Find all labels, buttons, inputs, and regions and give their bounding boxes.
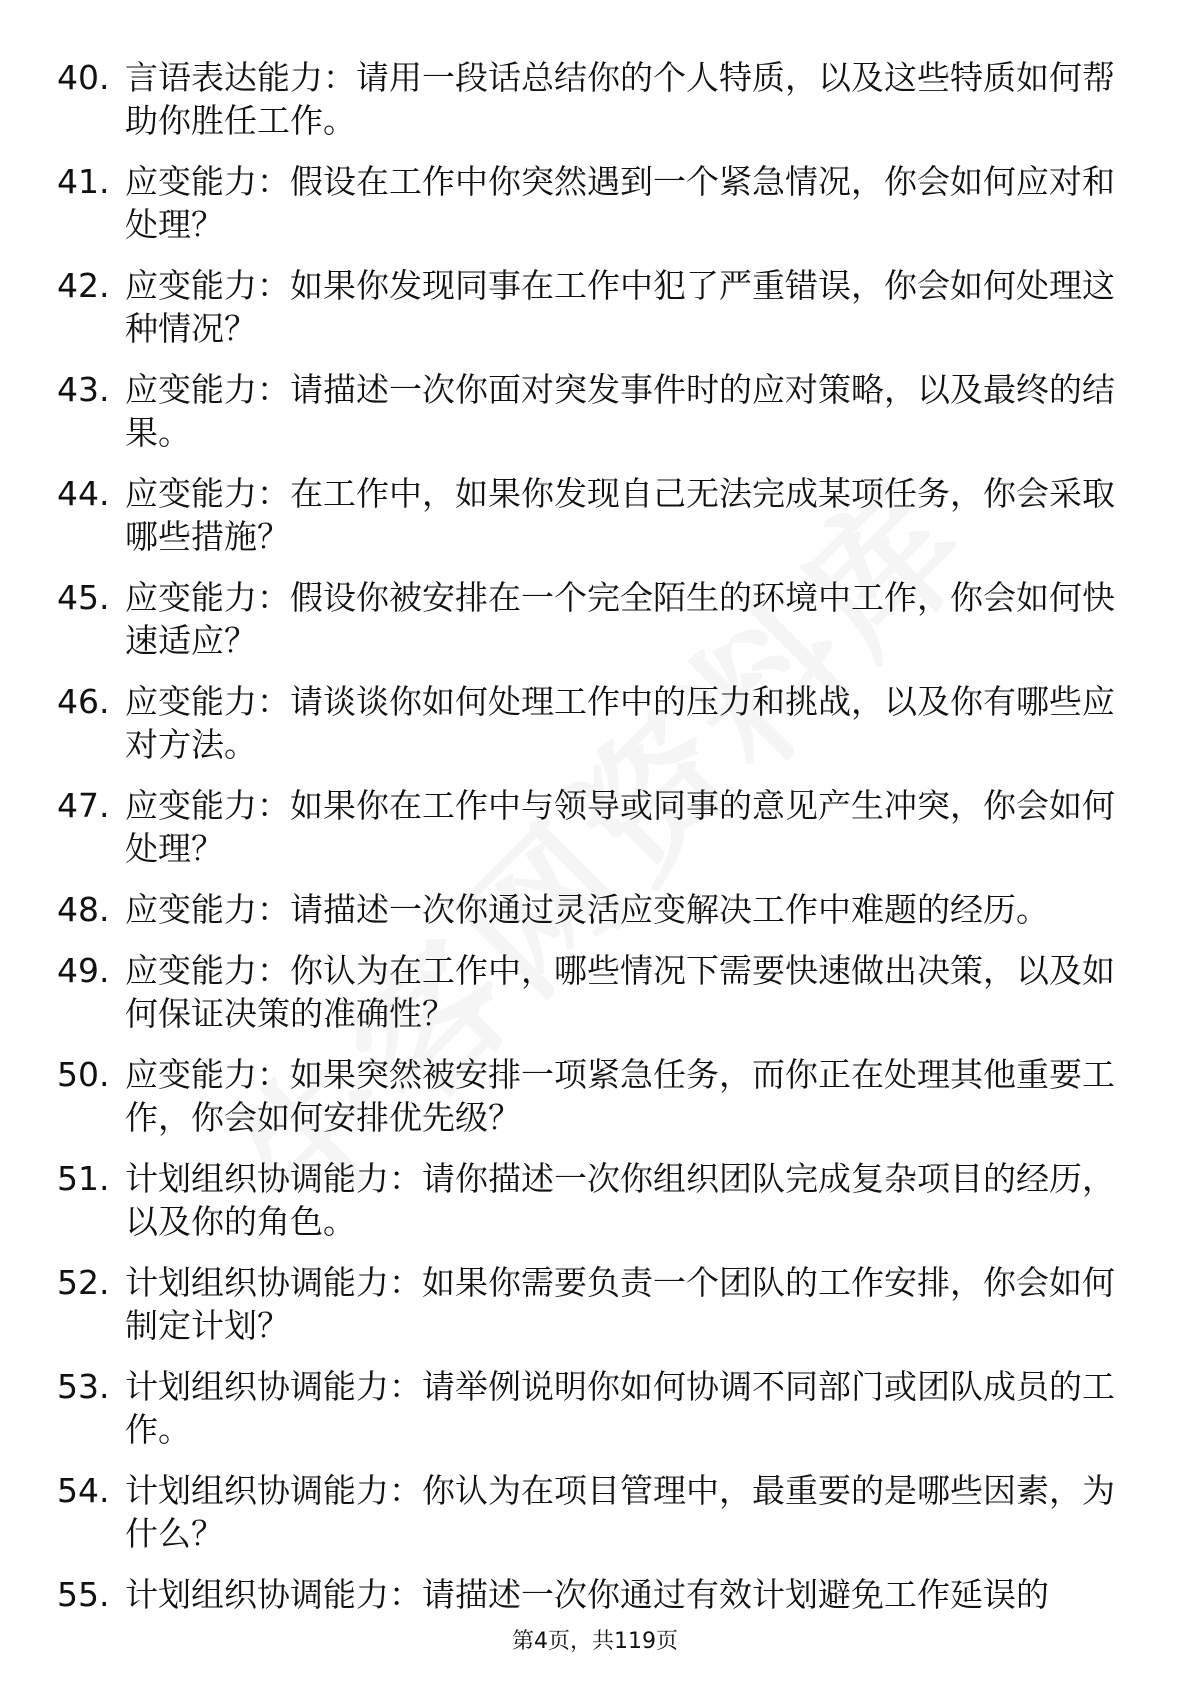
question-item (57, 368, 1127, 454)
question-item (57, 160, 1127, 246)
question-text: 应变能力：如果突然被安排一项紧急任务，而你正在处理其他重要工作，你会如何安排优先级？ (125, 1055, 1115, 1137)
question-number: 53. (57, 1367, 110, 1406)
question-number: 51. (57, 1159, 110, 1198)
question-number: 47. (57, 786, 110, 825)
question-number: 54. (57, 1471, 110, 1510)
question-number: 40. (57, 58, 110, 97)
question-item (57, 56, 1127, 142)
question-number: 45. (57, 578, 110, 617)
question-item (57, 1469, 1127, 1555)
question-text: 应变能力：如果你在工作中与领导或同事的意见产生冲突，你会如何处理？ (125, 786, 1115, 868)
question-item (57, 680, 1127, 766)
question-number: 48. (57, 890, 110, 929)
question-text: 应变能力：假设在工作中你突然遇到一个紧急情况，你会如何应对和处理？ (125, 162, 1115, 244)
question-number: 41. (57, 162, 110, 201)
question-text: 应变能力：请谈谈你如何处理工作中的压力和挑战，以及你有哪些应对方法。 (125, 682, 1115, 764)
question-number: 42. (57, 266, 110, 305)
question-text: 应变能力：在工作中，如果你发现自己无法完成某项任务，你会采取哪些措施？ (125, 474, 1115, 556)
question-item (57, 888, 1127, 931)
question-text: 计划组织协调能力：如果你需要负责一个团队的工作安排，你会如何制定计划？ (125, 1263, 1115, 1345)
question-number: 55. (57, 1575, 110, 1614)
question-text: 应变能力：如果你发现同事在工作中犯了严重错误，你会如何处理这种情况？ (125, 266, 1115, 348)
question-number: 49. (57, 951, 110, 990)
question-item (57, 1157, 1127, 1243)
question-text: 应变能力：请描述一次你面对突发事件时的应对策略，以及最终的结果。 (125, 370, 1115, 452)
page-footer: 第4页，共119页 (512, 1629, 678, 1654)
question-text: 应变能力：假设你被安排在一个完全陌生的环境中工作，你会如何快速适应？ (125, 578, 1115, 660)
question-item (57, 1053, 1127, 1139)
question-text: 应变能力：请描述一次你通过灵活应变解决工作中难题的经历。 (125, 890, 1049, 929)
question-item (57, 949, 1127, 1035)
question-text: 计划组织协调能力：请描述一次你通过有效计划避免工作延误的 (125, 1575, 1049, 1614)
question-item (57, 1261, 1127, 1347)
question-item (57, 784, 1127, 870)
question-number: 46. (57, 682, 110, 721)
question-item (57, 1573, 1127, 1616)
question-item (57, 576, 1127, 662)
question-text: 计划组织协调能力：你认为在项目管理中，最重要的是哪些因素，为什么？ (125, 1471, 1115, 1553)
question-number: 52. (57, 1263, 110, 1302)
question-number: 50. (57, 1055, 110, 1094)
question-text: 计划组织协调能力：请你描述一次你组织团队完成复杂项目的经历，以及你的角色。 (125, 1159, 1115, 1241)
question-number: 44. (57, 474, 110, 513)
question-item (57, 1365, 1127, 1451)
question-text: 言语表达能力：请用一段话总结你的个人特质，以及这些特质如何帮助你胜任工作。 (125, 58, 1115, 140)
question-list (57, 56, 1127, 1634)
question-text: 计划组织协调能力：请举例说明你如何协调不同部门或团队成员的工作。 (125, 1367, 1115, 1449)
question-item (57, 472, 1127, 558)
question-item (57, 264, 1127, 350)
question-text: 应变能力：你认为在工作中，哪些情况下需要快速做出决策，以及如何保证决策的准确性？ (125, 951, 1115, 1033)
question-number: 43. (57, 370, 110, 409)
